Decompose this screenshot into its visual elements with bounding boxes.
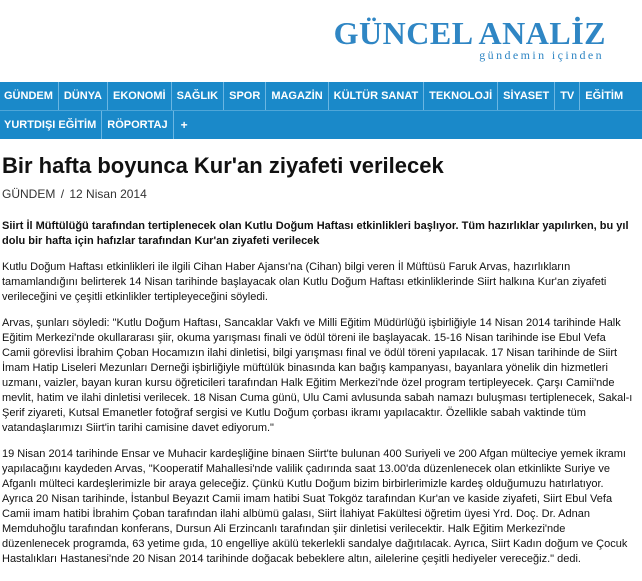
main-nav-row-2 [0,110,642,139]
nav-item-gundem[interactable]: GÜNDEM [0,82,59,110]
article-category-link[interactable]: GÜNDEM [2,187,56,201]
article-lead: Siirt İl Müftülüğü tarafından tertiplenecek olan Kutlu Doğum Haftası etkinlikleri başlıyor. Tüm hazırlıklar yapılırken, bu yıl dolu bir hafta için hafızlar tarafından Kur'an ziyafeti verilecek [2,220,629,247]
nav-item-saglik[interactable]: SAĞLIK [172,82,225,110]
article [0,153,642,567]
meta-separator: / [60,187,65,201]
logo-tagline: gündemin içinden [479,48,604,62]
nav-more-button[interactable]: + [180,118,188,132]
nav-item-kultur-sanat[interactable]: KÜLTÜR SANAT [329,82,425,110]
article-meta [2,187,635,202]
site-header [0,0,642,82]
nav-item-spor[interactable]: SPOR [224,82,266,110]
article-paragraph-2: Arvas, şunları söyledi: "Kutlu Doğum Haftası, Sancaklar Vakfı ve Milli Eğitim Müdürlüğü işbirliğiyle 14 Nisan 2014 tarihinde Halk Eğitim Merkezi'nde okullararası şiir, okuma yarışması finali ve ödül töreni ile başlayacak. 15-16 Nisan tarihinde ise Ebul Vefa Camii görevlisi İbrahim Çoban Hocamızın ilahi dinletisi, bilgi yarışması final ve ödül töreni yapılacak. 17 Nisan tarihinde de Siirt İmam Hatip Liseleri Mezunları Derneği işbirliğiyle müftülük binasında kan bağış kampanyası, bayanlara yönelik din hizmetleri uzmanı, vaizler, bayan kuran kursu öğreticileri tarafından Halk Eğitim Merkezi'nde özel program tertipleyecek. Çarşı Camii'nde mevlit, hatim ve ilahi dinletisi verilecek. 18 Nisan Cuma günü, Ulu Cami avlusunda sabah namazı buluşması tertiplenecek, Sakal-ı Şerif ziyareti, Kutsal Emanetler fotoğraf sergisi ve Kutlu Doğum çorbası ikramı yapılacaktır. Özellikle sabah vaktinde tüm vatandaşlarımızı Siirt'in tarihi camisine davet ediyorum." [2,317,633,434]
article-paragraph-1: Kutlu Doğum Haftası etkinlikleri ile ilgili Cihan Haber Ajansı'na (Cihan) bilgi veren İl Müftüsü Faruk Arvas, hazırlıkların tamamlandığını belirterek 14 Nisan tarihinde başlayacak olan Kutlu Doğum Haftası etkinliklerinde Siirt halkına Kur'an ziyafeti verileceğini ve çeşitli etkinlikler tertipleyeceğini söyledi. [2,261,607,303]
nav-item-dunya[interactable]: DÜNYA [59,82,108,110]
nav-item-ekonomi[interactable]: EKONOMİ [108,82,172,110]
nav-item-teknoloji[interactable]: TEKNOLOJİ [424,82,498,110]
nav-item-yurtdisi-egitim[interactable]: YURTDIŞI EĞİTİM [0,111,102,139]
nav-item-tv[interactable]: TV [555,82,580,110]
article-title: Bir hafta boyunca Kur'an ziyafeti verilecek [2,153,444,178]
nav-item-roportaj[interactable]: RÖPORTAJ [102,111,173,139]
nav-item-siyaset[interactable]: SİYASET [498,82,555,110]
site-logo[interactable] [334,16,606,63]
article-paragraph-3: 19 Nisan 2014 tarihinde Ensar ve Muhacir kardeşliğine binaen Siirt'te bulunan 400 Suriyeli ve 200 Afgan mülteciye yemek ikramı yapılacağını kaydeden Arvas, "Kooperatif Mahallesi'nde valilik çadırında saat 13.00'da düzenlenecek olan etkinlikte Suriye ve Afganlı mülteci kardeşlerimizle bir araya geleceğiz. Çünkü Kutlu Doğum bizim birbirlerimizle kardeş olduğumuzu hatırlatıyor. Ayrıca 20 Nisan tarihinde, İstanbul Beyazıt Camii imam hatibi Suat Tokgöz tarafından Kur'an ve kaside ziyafeti, Siirt Ebul Vefa Camii imam hatibi İbrahim Çoban tarafından ilahi albümü galası, Siirt İlahiyat Fakültesi öğretim üyesi Yrd. Doç. Dr. Adnan Memduhoğlu tarafından konferans, Dursun Ali Erzincanlı tarafından şiir dinletisi verilecektir. Halk Eğitim Merkezi'nde düzenlenecek programda, 63 yetime gıda, 10 engelliye akülü tekerlekli sandalye dağıtılacak. Ayrıca, Siirt Kadın doğum ve Çocuk Hastalıkları Hastanesi'nde 20 Nisan 2014 tarihinde doğacak bebeklere altın, ailelerine çeşitli hediyeler vereceğiz." dedi. [2,448,628,565]
nav-item-magazin[interactable]: MAGAZİN [266,82,328,110]
logo-wordmark: GÜNCEL ANALİZ [333,15,606,51]
nav-item-egitim[interactable]: EĞİTİM [585,90,624,102]
main-nav-row-1 [0,82,642,110]
article-date: 12 Nisan 2014 [69,187,147,201]
